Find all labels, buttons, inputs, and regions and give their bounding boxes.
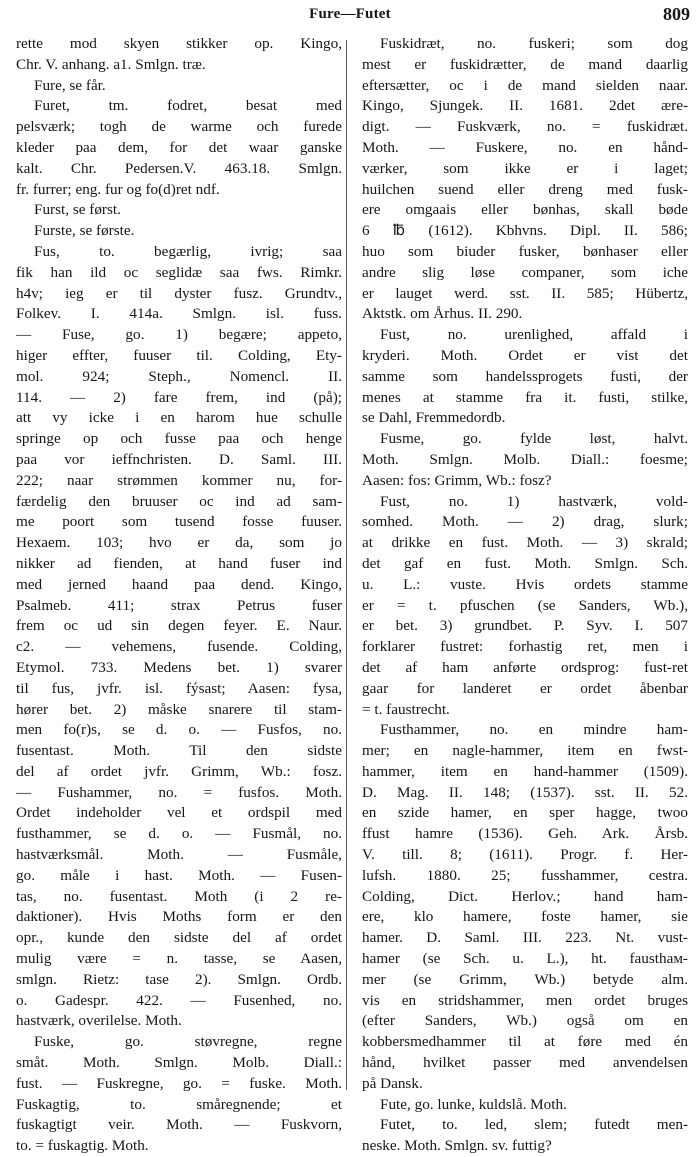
left-column-line: tas, no. fusentast. Moth (i 2 re- bbox=[16, 887, 342, 905]
right-column-line: Fuskidræt, no. fuskeri; som dog bbox=[380, 35, 688, 52]
left-column-line: fik han ild oc seglidæ saa fws. Rimkr. bbox=[16, 263, 342, 281]
right-column-line: andre slig løse companer, som iche bbox=[362, 263, 688, 281]
left-column-line: frem oc ud sin degen feyer. E. Naur. bbox=[16, 617, 342, 635]
right-column-line: neske. Moth. Smlgn. sv. futtig? bbox=[362, 1137, 552, 1155]
left-column-line: mulig være = n. tasse, se Aasen, bbox=[16, 950, 342, 968]
left-column-line: kalt. Chr. Pedersen.V. 463.18. Smlgn. bbox=[16, 159, 342, 177]
right-column-line: menes at stamme fra it. fusti, stilke, bbox=[362, 388, 688, 406]
left-column-line: Fuskagtig, to. småregnende; et bbox=[16, 1095, 342, 1113]
right-column-line: Fute, go. lunke, kuldslå. Moth. bbox=[380, 1095, 567, 1113]
left-column-line: fr. furrer; eng. fur og fo(d)ret ndf. bbox=[16, 180, 220, 198]
left-column-line: Fus, to. begærlig, ivrig; saa bbox=[34, 242, 342, 260]
left-column-line: Psalmeb. 411; strax Petrus fuser bbox=[16, 596, 342, 614]
right-column-line: D. Mag. II. 148; (1537). sst. II. 52. bbox=[362, 783, 688, 801]
left-column-line: go. måle i hast. Moth. — Fusen- bbox=[16, 866, 342, 884]
left-column-line: Furst, se først. bbox=[34, 201, 121, 219]
left-column-line: Furet, tm. fodret, besat med bbox=[34, 97, 342, 115]
left-column-line: mol. 924; Steph., Nomencl. II. bbox=[16, 367, 342, 385]
right-column-line: lufsh. 1880. 25; fusshammer, cestra. bbox=[362, 866, 688, 884]
left-column-line: småt. Moth. Smlgn. Molb. Diall.: bbox=[16, 1054, 342, 1072]
right-column-line: Futet, to. led, slem; futedt men- bbox=[380, 1116, 688, 1134]
right-column-line: vis en stridshammer, men ordet bruges bbox=[362, 991, 688, 1009]
left-column-line: rette mod skyen stikker op. Kingo, bbox=[16, 35, 342, 52]
left-column-line: pelsværk; togh de warme och furede bbox=[16, 118, 342, 136]
left-column-line: men fo(r)s, se d. o. — Fusfos, no. bbox=[16, 721, 342, 739]
left-column-line: hører bet. 2) måske snarere til stam- bbox=[16, 700, 342, 718]
right-column-line: forklarer fustret: forhastig ret, men i bbox=[362, 638, 688, 656]
left-column-line: — Fuse, go. 1) begære; appeto, bbox=[16, 326, 342, 344]
right-column-line: ere omgaais eller bønhas, skall bøde bbox=[362, 201, 688, 219]
right-column-line: Kingo, Sjungek. II. 1681. 2det ære- bbox=[362, 97, 688, 115]
right-column-line: Moth. Smlgn. Molb. Diall.: foesme; bbox=[362, 450, 688, 468]
right-column-line: mer; en nagle-hammer, item en fwst- bbox=[362, 742, 688, 760]
right-column-line: hånd, hvilket passer med anvendelsen bbox=[362, 1054, 688, 1072]
left-column-line: to. = fuskagtig. Moth. bbox=[16, 1137, 149, 1155]
right-column-line: huo som biuder fusker, bønhaser eller bbox=[362, 242, 688, 260]
running-head-title: Fure—Futet bbox=[309, 6, 391, 22]
right-column-line: (efter Sanders, Wb.) også om en bbox=[362, 1012, 688, 1030]
right-column-line: samme som handelssprogets fusti, der bbox=[362, 367, 688, 385]
right-column-line: Moth. — Fuskere, no. en hånd- bbox=[362, 138, 688, 156]
right-column-line: at drikke en fust. Moth. — 3) skrald; bbox=[362, 534, 688, 552]
right-column-line: Fust, no. urenlighed, affald i bbox=[380, 326, 688, 344]
left-column-line: — Fushammer, no. = fusfos. Moth. bbox=[16, 783, 342, 801]
right-column-line: gaar for landeret er ordet åbenbar bbox=[362, 679, 688, 697]
right-column-line: kryderi. Moth. Ordet er vist det bbox=[362, 346, 688, 364]
right-column-line: en szide hamer, en sper hagge, twoo bbox=[362, 804, 688, 822]
left-column-line: opr., kunde den sidste del af ordet bbox=[16, 929, 342, 947]
left-column-line: med jerned haand paa dend. Kingo, bbox=[16, 575, 342, 593]
left-column-line: fusentast. Moth. Til den sidste bbox=[16, 742, 342, 760]
left-column bbox=[16, 34, 342, 1157]
right-column-line: ffust hamre (1536). Geh. Ark. Årsb. bbox=[362, 825, 688, 843]
left-column-line: fusthammer, se d. o. — Fusmål, no. bbox=[16, 825, 342, 843]
left-column-line: fust. — Fuskregne, go. = fuske. Moth. bbox=[16, 1074, 342, 1092]
left-column-line: færdelig den bruuser oc ind ad sam- bbox=[16, 492, 342, 510]
left-column-line: h4v; ieg er til dyster fusz. Grundtv., bbox=[16, 284, 342, 302]
left-column-line: Hexaem. 103; hvo er da, som jo bbox=[16, 534, 342, 552]
left-column-line: nikker ad fienden, at hand fuser ind bbox=[16, 554, 342, 572]
right-column-line: på Dansk. bbox=[362, 1074, 423, 1092]
right-column-line: er bet. 3) grundbet. P. Syv. I. 507 bbox=[362, 617, 688, 635]
left-column-line: til fus, jvfr. isl. fýsast; Aasen: fysa, bbox=[16, 679, 342, 697]
right-column bbox=[362, 34, 688, 1157]
right-column-line: værker, som ikke er i laget; bbox=[362, 159, 688, 177]
left-column-line: fuskagtigt veir. Moth. — Fuskvorn, bbox=[16, 1116, 342, 1134]
right-column-line: det gaf en fust. Moth. Smlgn. Sch. bbox=[362, 554, 688, 572]
right-column-line: u. L.: vuste. Hvis ordets stamme bbox=[362, 575, 688, 593]
left-column-line: Etymol. 733. Medens bet. 1) svarer bbox=[16, 658, 342, 676]
right-column-line: hamer. D. Saml. III. 223. Nt. vust- bbox=[362, 929, 688, 947]
right-column-line: digt. — Fuskværk, no. = fuskidræt. bbox=[362, 118, 688, 136]
right-column-line: er = t. pfuschen (se Sanders, Wb.), bbox=[362, 596, 688, 614]
right-column-line: Aktstk. om Århus. II. 290. bbox=[362, 305, 523, 323]
right-column-line: Fusthammer, no. en mindre ham- bbox=[380, 721, 688, 739]
column-divider bbox=[346, 40, 347, 1090]
right-column-line: er lauget werd. sst. II. 585; Hübertz, bbox=[362, 284, 688, 302]
left-column-line: hastværk, overilelse. Moth. bbox=[16, 1012, 182, 1030]
left-column-line: Furste, se første. bbox=[34, 222, 135, 240]
right-column-line: huilchen suend eller dreng med fusk- bbox=[362, 180, 688, 198]
right-column-line: Colding, Dict. Herlov.; hand ham- bbox=[362, 887, 688, 905]
left-column-line: paa vor ieffnchristen. D. Saml. III. bbox=[16, 450, 342, 468]
left-column-line: me poort som tusend fosse fuuser. bbox=[16, 513, 342, 531]
left-column-line: Fure, se får. bbox=[34, 76, 106, 94]
left-column-line: 222; naar strømmen kommer nu, for- bbox=[16, 471, 342, 489]
running-head bbox=[0, 4, 700, 26]
left-column-line: Chr. V. anhang. a1. Smlgn. træ. bbox=[16, 55, 206, 73]
right-column-line: Fust, no. 1) hastværk, vold- bbox=[380, 492, 688, 510]
left-column-line: smlgn. Rietz: tase 2). Smlgn. Ordb. bbox=[16, 970, 342, 988]
left-column-line: higer effter, fuuser til. Colding, Ety- bbox=[16, 346, 342, 364]
right-column-line: hamer (se Sch. u. L.), ht. fausthам- bbox=[362, 950, 688, 968]
left-column-line: Ordet indeholder vel et ordspil med bbox=[16, 804, 342, 822]
right-column-line: ere, klo hamere, foste hamer, sie bbox=[362, 908, 688, 926]
right-column-line: mest er fuskidrætter, de mand daarlig bbox=[362, 55, 688, 73]
left-column-line: Folkev. I. 414a. Smlgn. isl. fuss. bbox=[16, 305, 342, 323]
left-column-line: o. Gadespr. 422. — Fusenhed, no. bbox=[16, 991, 342, 1009]
right-column-line: se Dahl, Fremmedordb. bbox=[362, 409, 506, 427]
right-column-line: V. till. 8; (1611). Progr. f. Her- bbox=[362, 846, 688, 864]
left-column-line: 114. — 2) fare frem, ind (på); bbox=[16, 388, 342, 406]
right-column-line: det af ham anførte ordsprog: fust-ret bbox=[362, 658, 688, 676]
left-column-line: hastværksmål. Moth. — Fusmåle, bbox=[16, 846, 342, 864]
right-column-line: somhed. Moth. — 2) drag, slurk; bbox=[362, 513, 688, 531]
right-column-line: hammer, item en hand-hammer (1509). bbox=[362, 762, 688, 780]
left-column-line: att vy icke i en harom hue schulle bbox=[16, 409, 342, 427]
right-column-line: 6 ℔ (1612). Kbhvns. Dipl. II. 586; bbox=[362, 222, 688, 240]
page-number: 809 bbox=[663, 4, 690, 24]
right-column-line: Fusme, go. fylde løst, halvt. bbox=[380, 430, 688, 448]
right-column-line: eftersætter, oc i de mand sielden naar. bbox=[362, 76, 688, 94]
right-column-line: kobbersmedhammer til at føre med én bbox=[362, 1033, 688, 1051]
left-column-line: springe op och fusse paa och henge bbox=[16, 430, 342, 448]
left-column-line: del af ordet jvfr. Grimm, Wb.: fosz. bbox=[16, 762, 342, 780]
right-column-line: = t. faustrecht. bbox=[362, 700, 450, 718]
left-column-line: kleder paa dem, for det waar ganske bbox=[16, 138, 342, 156]
right-column-line: mer (se Grimm, Wb.) betyde alm. bbox=[362, 970, 688, 988]
right-column-line: Aasen: fos: Grimm, Wb.: fosz? bbox=[362, 471, 552, 489]
left-column-line: Fuske, go. støvregne, regne bbox=[34, 1033, 342, 1051]
left-column-line: c2. — vehemens, fusende. Colding, bbox=[16, 638, 342, 656]
left-column-line: daktioner). Hvis Moths form er den bbox=[16, 908, 342, 926]
